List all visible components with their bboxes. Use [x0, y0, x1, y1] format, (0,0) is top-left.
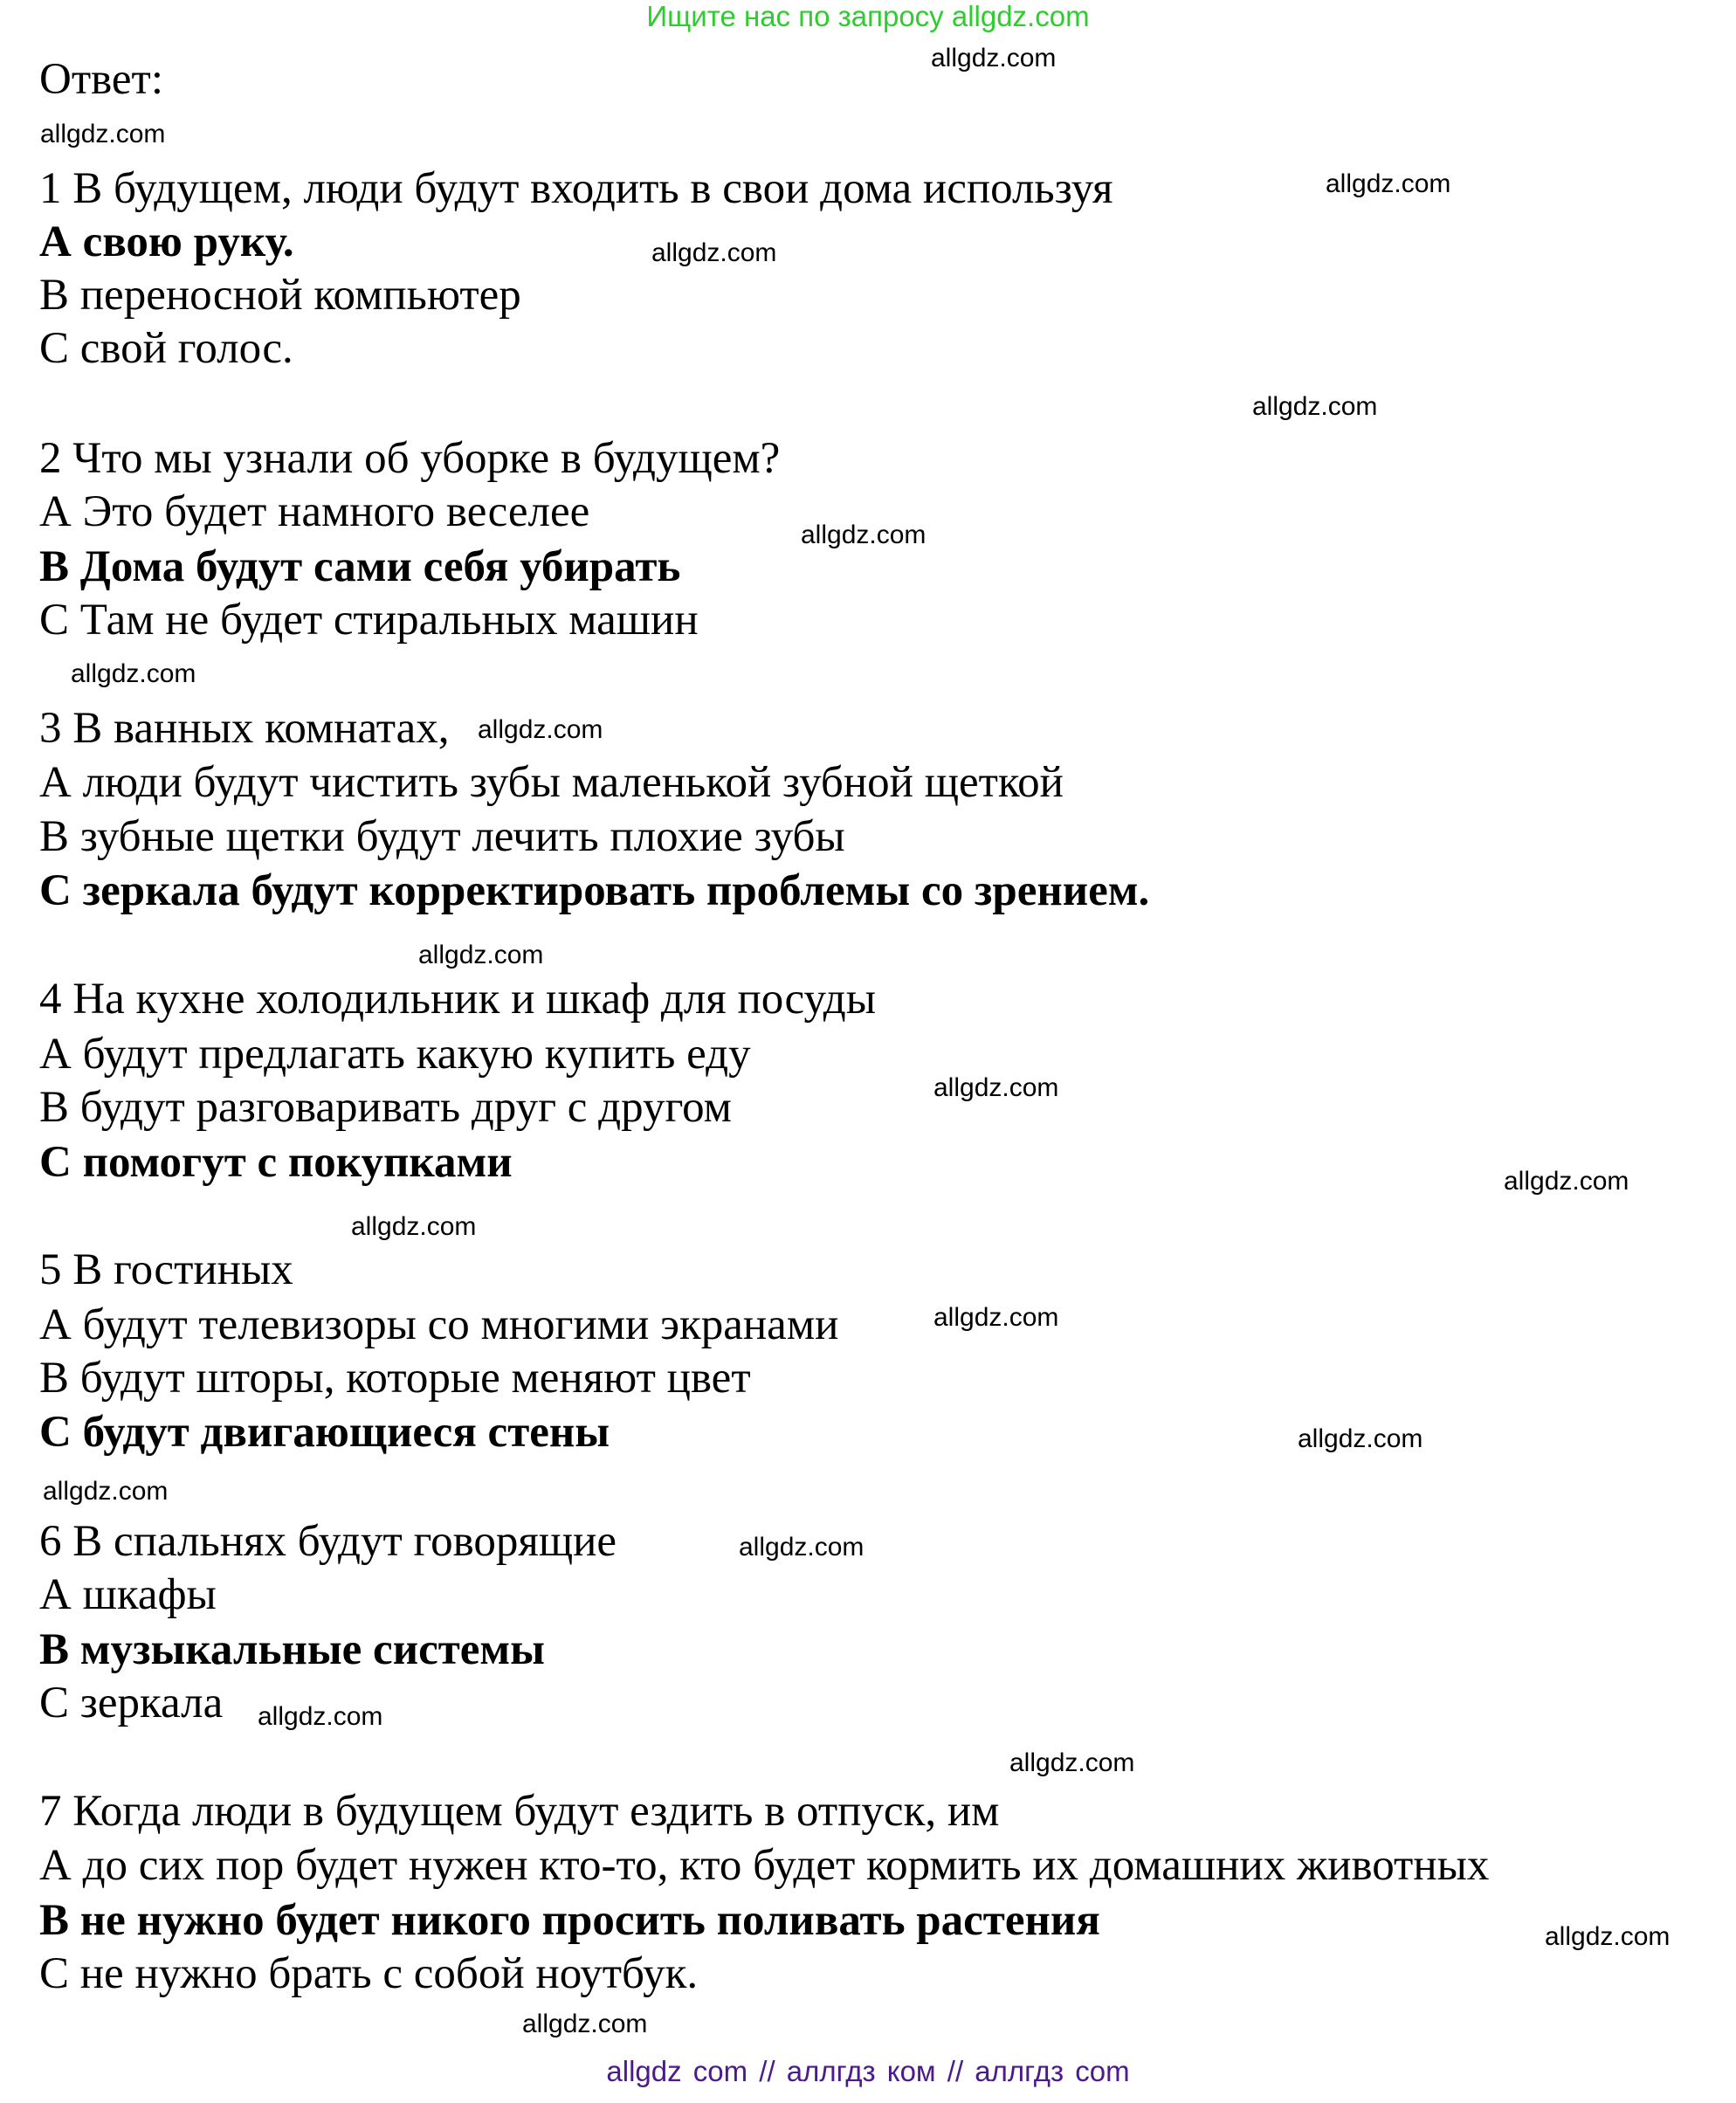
search-banner: Ищите нас по запросу allgdz.com — [646, 0, 1090, 32]
watermark: allgdz.com — [1009, 1748, 1135, 1777]
watermark: allgdz.com — [933, 1303, 1059, 1332]
watermark: allgdz.com — [1326, 169, 1451, 198]
question-text: 6 В спальнях будут говорящие — [39, 1517, 617, 1566]
answer-option: С зеркала — [39, 1679, 224, 1727]
watermark: allgdz.com — [651, 238, 777, 267]
watermark: allgdz.com — [43, 1477, 169, 1506]
watermark: allgdz.com — [931, 44, 1057, 72]
question-text: 3 В ванных комнатах, — [39, 704, 450, 753]
watermark: allgdz.com — [933, 1073, 1059, 1102]
correct-option: В не нужно будет никого просить поливать растения — [39, 1896, 1100, 1945]
correct-option: С будут двигающиеся стены — [39, 1408, 610, 1457]
watermark: allgdz.com — [351, 1212, 477, 1241]
question-text: 2 Что мы узнали об уборке в будущем? — [39, 434, 781, 483]
answer-option: В будут разговаривать друг с другом — [39, 1083, 732, 1132]
correct-option: А свою руку. — [39, 217, 294, 266]
watermark: allgdz.com — [40, 120, 166, 148]
question-text: 5 В гостиных — [39, 1245, 293, 1294]
watermark: allgdz.com — [522, 2010, 648, 2038]
footer-watermark: allgdz com // аллгдз ком // аллгдз com — [606, 2055, 1130, 2087]
answer-option: С Там не будет стиральных машин — [39, 596, 699, 645]
question-text: 4 На кухне холодильник и шкаф для посуды — [39, 975, 877, 1024]
watermark: allgdz.com — [1252, 392, 1378, 421]
watermark: allgdz.com — [801, 521, 927, 549]
answer-option: В зубные щетки будут лечить плохие зубы — [39, 812, 845, 861]
question-text: 1 В будущем, люди будут входить в свои дома используя — [39, 164, 1113, 213]
answer-option: А до сих пор будет нужен кто-то, кто будет кормить их домашних животных — [39, 1841, 1490, 1890]
answer-option: А будут телевизоры со многими экранами — [39, 1300, 839, 1349]
answer-option: В будут шторы, которые меняют цвет — [39, 1354, 751, 1403]
watermark: allgdz.com — [258, 1702, 383, 1731]
watermark: allgdz.com — [1298, 1424, 1423, 1453]
answer-option: А шкафы — [39, 1570, 217, 1619]
correct-option: С помогут с покупками — [39, 1138, 513, 1187]
answer-option: А Это будет намного веселее — [39, 487, 590, 536]
correct-option: В музыкальные системы — [39, 1625, 545, 1674]
answer-option: В переносной компьютер — [39, 271, 521, 320]
watermark: allgdz.com — [1545, 1922, 1671, 1951]
answer-option: А люди будут чистить зубы маленькой зубной щеткой — [39, 758, 1064, 807]
answer-option: С свой голос. — [39, 324, 293, 373]
watermark: allgdz.com — [739, 1533, 865, 1562]
answer-option: А будут предлагать какую купить еду — [39, 1030, 751, 1079]
watermark: allgdz.com — [1504, 1167, 1629, 1196]
watermark: allgdz.com — [71, 659, 196, 688]
answer-option: С не нужно брать с собой ноутбук. — [39, 1949, 699, 1998]
correct-option: С зеркала будут корректировать проблемы со зрением. — [39, 866, 1150, 915]
correct-option: В Дома будут сами себя убирать — [39, 542, 681, 591]
watermark: allgdz.com — [478, 715, 603, 744]
question-text: 7 Когда люди в будущем будут ездить в отпуск, им — [39, 1787, 1000, 1836]
answer-title: Ответ: — [39, 55, 163, 104]
watermark: allgdz.com — [418, 941, 544, 969]
